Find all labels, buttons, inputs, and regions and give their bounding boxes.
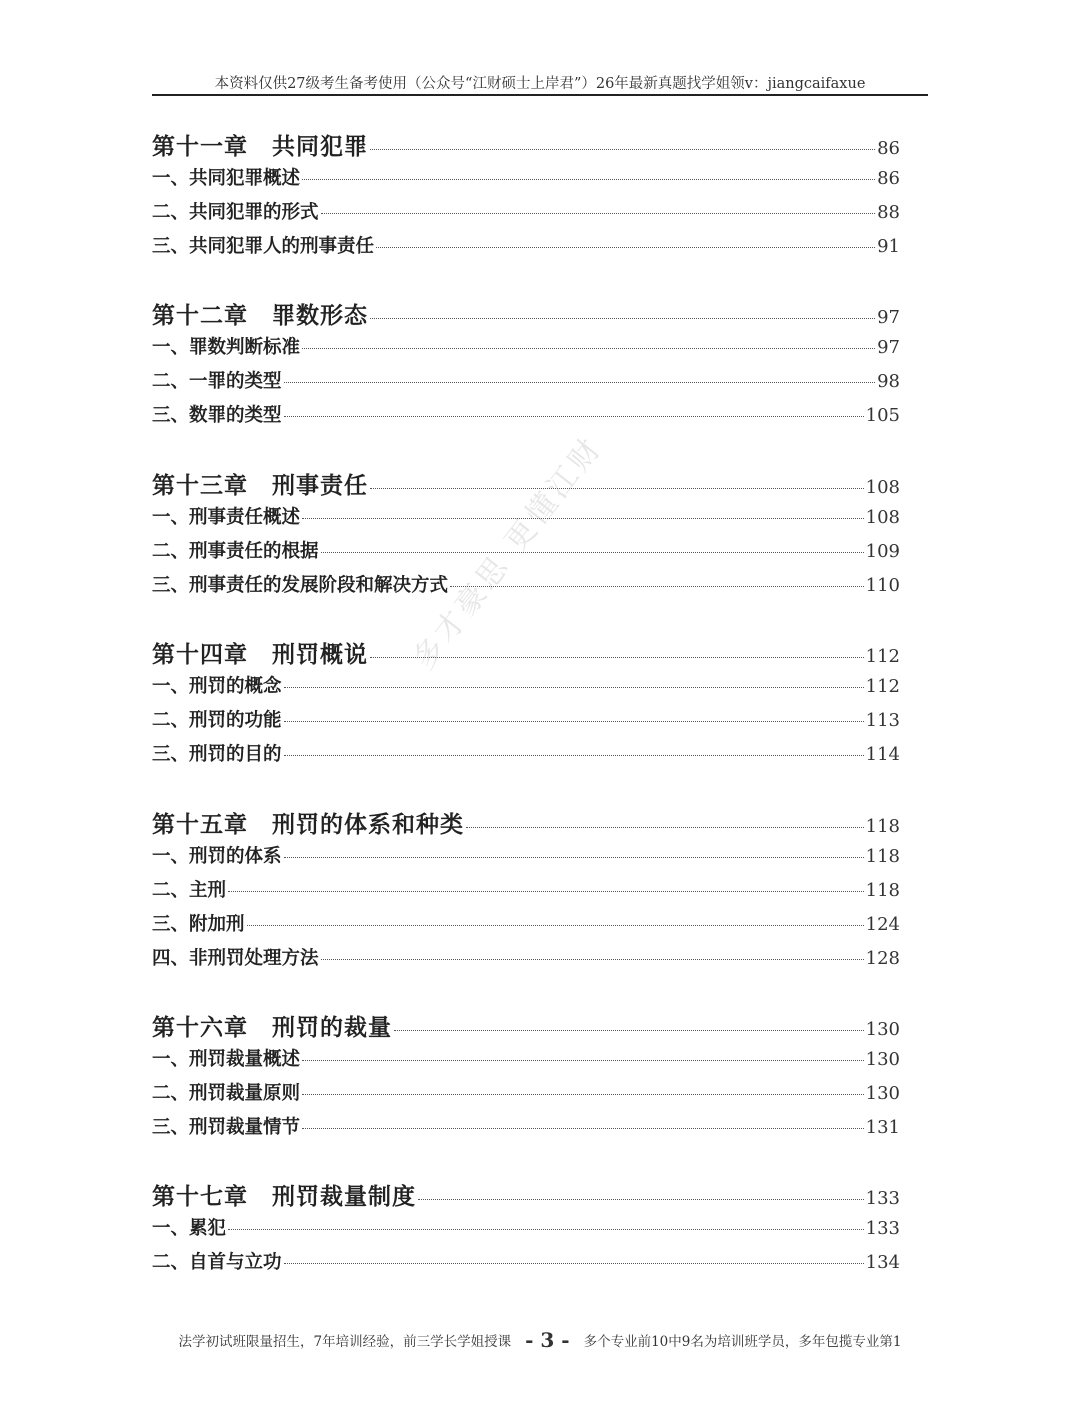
- dot-leader: [284, 857, 864, 858]
- toc-entry-page: 86: [877, 168, 900, 189]
- toc-entry-title: 一、刑罚的体系: [152, 846, 282, 867]
- toc-section-entry[interactable]: [152, 740, 900, 766]
- toc-entry-title: 一、累犯: [152, 1218, 227, 1239]
- dot-leader: [394, 1030, 864, 1031]
- toc-chapter-entry[interactable]: [152, 1178, 900, 1211]
- dot-leader: [284, 382, 876, 383]
- toc-entry-page: 128: [865, 948, 900, 969]
- toc-entry-title: 三、数罪的类型: [152, 405, 282, 426]
- dot-leader: [284, 755, 864, 756]
- toc-entry-page: 130: [865, 1083, 900, 1104]
- toc-entry-title: 第十一章 共同犯罪: [152, 133, 368, 160]
- dot-leader: [321, 552, 864, 553]
- toc-entry-title: 一、刑事责任概述: [152, 507, 301, 528]
- toc-entry-page: 130: [865, 1049, 900, 1070]
- toc-entry-title: 二、一罪的类型: [152, 371, 282, 392]
- dot-leader: [370, 149, 875, 150]
- toc-entry-page: 124: [865, 914, 900, 935]
- dot-leader: [370, 488, 864, 489]
- toc-section-entry[interactable]: [152, 198, 900, 224]
- toc-entry-title: 三、附加刑: [152, 914, 245, 935]
- toc-chapter-entry[interactable]: [152, 128, 900, 161]
- toc-entry-title: 一、刑罚裁量概述: [152, 1049, 301, 1070]
- toc-section-entry[interactable]: [152, 1214, 900, 1240]
- toc-entry-page: 130: [865, 1019, 900, 1040]
- toc-entry-page: 112: [865, 646, 900, 667]
- toc-section-entry[interactable]: [152, 1079, 900, 1105]
- page-number: - 3 -: [525, 1328, 570, 1352]
- watermark: 多才豪思 更懂江财: [406, 429, 610, 677]
- toc-section-entry[interactable]: [152, 1113, 900, 1139]
- dot-leader: [302, 1060, 864, 1061]
- dot-leader: [284, 721, 864, 722]
- toc-section-entry[interactable]: [152, 944, 900, 970]
- toc-section-entry[interactable]: [152, 232, 900, 258]
- page-footer: [0, 1328, 1080, 1352]
- toc-entry-page: 133: [865, 1188, 900, 1209]
- toc-entry-page: 110: [865, 575, 900, 596]
- toc-section-entry[interactable]: [152, 706, 900, 732]
- dot-leader: [418, 1199, 864, 1200]
- toc-entry-page: 108: [865, 507, 900, 528]
- toc-entry-title: 四、非刑罚处理方法: [152, 948, 319, 969]
- toc-entry-title: 二、刑事责任的根据: [152, 541, 319, 562]
- toc-entry-title: 第十三章 刑事责任: [152, 472, 368, 499]
- toc-entry-title: 二、共同犯罪的形式: [152, 202, 319, 223]
- toc-entry-title: 三、共同犯罪人的刑事责任: [152, 236, 375, 257]
- dot-leader: [450, 586, 864, 587]
- page-header: 本资料仅供27级考生备考使用（公众号“江财硕士上岸君”）26年最新真题找学姐领v：jiangcaifaxue: [214, 76, 866, 92]
- toc-section-entry[interactable]: [152, 333, 900, 359]
- toc-entry-page: 86: [877, 138, 900, 159]
- dot-leader: [321, 213, 876, 214]
- toc-chapter-entry[interactable]: [152, 1009, 900, 1042]
- toc-section-entry[interactable]: [152, 910, 900, 936]
- toc-entry-page: 112: [865, 676, 900, 697]
- header-rule: [152, 94, 928, 96]
- toc-entry-page: 118: [865, 846, 900, 867]
- dot-leader: [302, 348, 875, 349]
- toc-section-entry[interactable]: [152, 842, 900, 868]
- toc-entry-title: 二、主刑: [152, 880, 227, 901]
- toc-chapter-entry[interactable]: [152, 297, 900, 330]
- dot-leader: [228, 891, 864, 892]
- toc-entry-title: 一、罪数判断标准: [152, 337, 301, 358]
- dot-leader: [302, 179, 875, 180]
- dot-leader: [370, 318, 875, 319]
- toc-entry-page: 108: [865, 477, 900, 498]
- footer-right-text: 多个专业前10中9名为培训班学员，多年包揽专业第1: [583, 1334, 902, 1350]
- toc-entry-page: 134: [865, 1252, 900, 1273]
- toc-section-entry[interactable]: [152, 367, 900, 393]
- toc-entry-page: 113: [865, 710, 900, 731]
- toc-chapter-entry[interactable]: [152, 636, 900, 669]
- toc-entry-title: 三、刑事责任的发展阶段和解决方式: [152, 575, 449, 596]
- toc-entry-title: 三、刑罚裁量情节: [152, 1117, 301, 1138]
- toc-section-entry[interactable]: [152, 401, 900, 427]
- dot-leader: [228, 1229, 864, 1230]
- dot-leader: [466, 827, 864, 828]
- footer-left-text: 法学初试班限量招生，7年培训经验，前三学长学姐授课: [178, 1334, 512, 1350]
- dot-leader: [247, 925, 864, 926]
- toc-entry-title: 三、刑罚的目的: [152, 744, 282, 765]
- toc-entry-page: 88: [877, 202, 900, 223]
- toc-entry-page: 118: [865, 816, 900, 837]
- toc-entry-title: 二、刑罚裁量原则: [152, 1083, 301, 1104]
- toc-entry-page: 131: [865, 1117, 900, 1138]
- toc-section-entry[interactable]: [152, 876, 900, 902]
- dot-leader: [302, 1128, 864, 1129]
- toc-entry-title: 二、刑罚的功能: [152, 710, 282, 731]
- toc-entry-page: 97: [877, 337, 900, 358]
- toc-entry-title: 一、刑罚的概念: [152, 676, 282, 697]
- toc-section-entry[interactable]: [152, 571, 900, 597]
- toc-entry-page: 105: [865, 405, 900, 426]
- dot-leader: [284, 1263, 864, 1264]
- toc-entry-title: 一、共同犯罪概述: [152, 168, 301, 189]
- toc-entry-title: 二、自首与立功: [152, 1252, 282, 1273]
- dot-leader: [302, 1094, 864, 1095]
- toc-entry-page: 97: [877, 307, 900, 328]
- dot-leader: [321, 959, 864, 960]
- dot-leader: [284, 687, 864, 688]
- toc-entry-title: 第十五章 刑罚的体系和种类: [152, 811, 464, 838]
- toc-section-entry[interactable]: [152, 164, 900, 190]
- toc-entry-page: 109: [865, 541, 900, 562]
- toc-entry-page: 118: [865, 880, 900, 901]
- toc-chapter-entry[interactable]: [152, 806, 900, 839]
- toc-entry-title: 第十六章 刑罚的裁量: [152, 1014, 392, 1041]
- toc-entry-page: 114: [865, 744, 900, 765]
- toc-entry-page: 91: [877, 236, 900, 257]
- toc-section-entry[interactable]: [152, 672, 900, 698]
- dot-leader: [284, 416, 864, 417]
- dot-leader: [376, 247, 875, 248]
- toc-section-entry[interactable]: [152, 1248, 900, 1274]
- toc-entry-title: 第十七章 刑罚裁量制度: [152, 1183, 416, 1210]
- toc-entry-title: 第十四章 刑罚概说: [152, 641, 368, 668]
- toc-section-entry[interactable]: [152, 1045, 900, 1071]
- toc-entry-page: 98: [877, 371, 900, 392]
- toc-entry-title: 第十二章 罪数形态: [152, 302, 368, 329]
- toc-entry-page: 133: [865, 1218, 900, 1239]
- dot-leader: [302, 518, 864, 519]
